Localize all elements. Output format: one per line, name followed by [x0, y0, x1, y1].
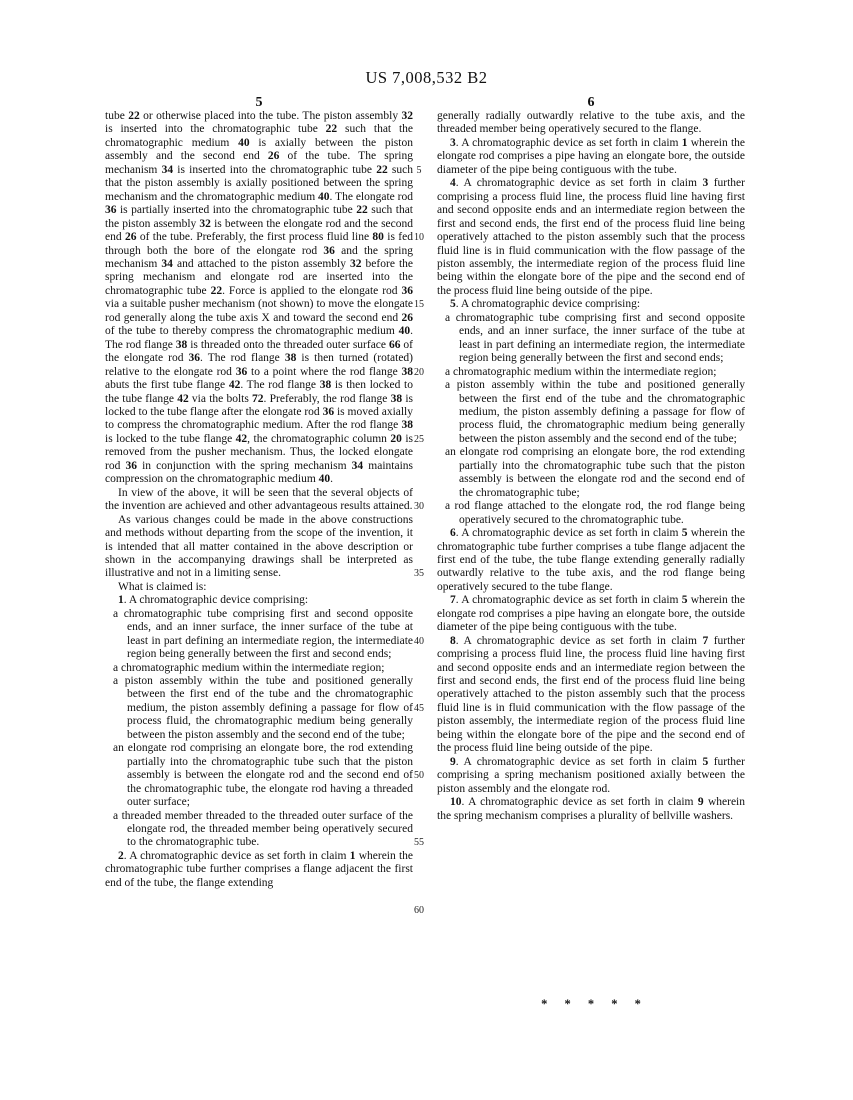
line-number: 5	[416, 164, 422, 176]
ref-numeral: 5	[681, 594, 688, 607]
ref-numeral: 7	[702, 634, 709, 647]
ref-numeral: 20	[390, 432, 402, 445]
ref-numeral: 1	[349, 849, 356, 862]
ref-numeral: 34	[161, 257, 173, 270]
ref-numeral: 36	[235, 365, 248, 378]
ref-numeral: 3	[450, 136, 456, 149]
ref-numeral: 42	[235, 432, 248, 445]
ref-numeral: 5	[681, 527, 688, 540]
paragraph: a threaded member threaded to the threaded outer surface of the elongate rod, the threaded member being operatively secured to the chromatographic tube.	[113, 809, 413, 849]
ref-numeral: 36	[125, 459, 137, 472]
ref-numeral: 22	[356, 204, 368, 217]
paragraph: 1. A chromatographic device comprising:	[118, 594, 309, 607]
ref-numeral: 40	[318, 190, 330, 203]
ref-numeral: 36	[323, 244, 335, 257]
paragraph: 10. A chromatographic device as set forth in claim 9 wherein the spring mechanism comprises a plurality of bellville washers.	[437, 796, 745, 822]
line-number: 55	[414, 837, 424, 849]
paragraph: an elongate rod comprising an elongate bore, the rod extending partially into the chromatographic tube such that the piston assembly is between the elongate rod and the second end of the chromatographic tube;	[445, 446, 745, 499]
paragraph: 7. A chromatographic device as set forth in claim 5 wherein the elongate rod comprises a pipe having an elongate bore, the outside diameter of the pipe being contiguous with the tube.	[437, 594, 746, 634]
ref-numeral: 38	[401, 419, 413, 432]
paragraph: a rod flange attached to the elongate rod, the rod flange being operatively secured to the chromatographic tube.	[445, 500, 745, 526]
ref-numeral: 36	[105, 204, 117, 217]
paragraph: a chromatographic medium within the intermediate region;	[445, 365, 717, 378]
ref-numeral: 38	[401, 365, 413, 378]
ref-numeral: 2	[118, 849, 124, 862]
ref-numeral: 9	[697, 796, 704, 809]
line-number: 15	[414, 299, 424, 311]
column-number-right: 6	[587, 95, 595, 110]
ref-numeral: 40	[318, 473, 331, 486]
paragraph: generally radially outwardly relative to the tube axis, and the threaded member being operatively secured to the flange.	[437, 110, 745, 136]
line-number: 40	[414, 635, 424, 647]
paragraph: In view of the above, it will be seen that the several objects of the invention are achieved and other advantageous results attained.	[105, 486, 413, 513]
ref-numeral: 32	[199, 217, 211, 230]
ref-numeral: 38	[390, 392, 403, 405]
ref-numeral: 32	[350, 257, 362, 270]
ref-numeral: 34	[161, 163, 174, 176]
line-number: 10	[414, 232, 424, 244]
ref-numeral: 7	[450, 594, 456, 607]
paragraph: an elongate rod comprising an elongate bore, the rod extending partially into the chromatographic tube such that the piston assembly is between the elongate rod and the second end of the chromatographic tube, the elongate rod having a threaded outer surface;	[113, 742, 413, 809]
column-body-right	[437, 110, 745, 823]
ref-numeral: 22	[376, 163, 388, 176]
line-number: 20	[414, 366, 424, 378]
ref-numeral: 26	[124, 231, 137, 244]
ref-numeral: 3	[702, 177, 709, 190]
ref-numeral: 66	[388, 338, 401, 351]
column-number-left: 5	[255, 95, 263, 110]
ref-numeral: 38	[175, 338, 188, 351]
paragraph: 4. A chromatographic device as set forth in claim 3 further comprising a process fluid line, the process fluid line having first and second opposite ends and an intermediate region between the first and second ends, the first end of the process fluid line being operatively attached to the piston assembly such that the process fluid line is in fluid communication with the flow passage of the piston assembly, the intermediate region of the process fluid line being within the elongate bore of the pipe and the second end of the process fluid line being outside of the pipe.	[437, 177, 745, 297]
ref-numeral: 5	[702, 755, 709, 768]
ref-numeral: 36	[188, 352, 200, 365]
paragraph: As various changes could be made in the above constructions and methods without departing from the scope of the invention, it is intended that all matter contained in the above description or shown in the accompanying drawings shall be interpreted as illustrative and not in a limiting sense.	[105, 513, 413, 580]
ref-numeral: 1	[681, 136, 688, 149]
ref-numeral: 9	[450, 755, 456, 768]
ref-numeral: 36	[322, 405, 335, 418]
paragraph: tube 22 or otherwise placed into the tube. The piston assembly 32 is inserted into the chromatographic tube 22 such that the chromatographic medium 40 is axially between the piston assembly and the second end 26 of the tube. The spring mechanism 34 is inserted into the chromatographic tube 22 such that the piston assembly is axially positioned between the spring mechanism and the chromatographic medium 40. The elongate rod 36 is partially inserted into the chromatographic tube 22 such that the piston assembly 32 is between the elongate rod and the second end 26 of the tube. Preferably, the first process fluid line 80 is fed through both the bore of the elongate rod 36 and the spring mechanism 34 and attached to the piston assembly 32 before the spring mechanism and elongate rod are inserted into the chromatographic tube 22. Force is applied to the elongate rod 36 via a suitable pusher mechanism (not shown) to move the elongate rod generally along the tube axis X and toward the second end 26 of the tube to thereby compress the chromatographic medium 40. The rod flange 38 is threaded onto the threaded outer surface 66 of the elongate rod 36. The rod flange 38 is then turned (rotated) relative to the elongate rod 36 to a point where the rod flange 38 abuts the first tube flange 42. The rod flange 38 is then locked to the tube flange 42 via the bolts 72. Preferably, the rod flange 38 is locked to the tube flange after the elongate rod 36 is moved axially to compress the chromatographic medium. After the rod flange 38 is locked to the tube flange 42, the chromatographic column 20 is removed from the pusher mechanism. Thus, the locked elongate rod 36 in conjunction with the spring mechanism 34 maintains compression on the chromatographic medium 40.	[105, 110, 414, 486]
ref-numeral: 4	[450, 177, 456, 190]
paragraph: 2. A chromatographic device as set forth in claim 1 wherein the chromatographic tube further comprises a flange adjacent the first end of the tube, the flange extending	[105, 849, 414, 889]
ref-numeral: 72	[252, 392, 264, 405]
line-number-gutter	[406, 0, 432, 1100]
ref-numeral: 38	[319, 379, 332, 392]
paragraph: 6. A chromatographic device as set forth in claim 5 wherein the chromatographic tube further comprises a tube flange adjacent the first end of the tube, the tube flange extending generally radially outwardly relative to the tube axis, and the rod flange being operatively secured to the tube flange.	[437, 527, 746, 593]
ref-numeral: 80	[372, 231, 384, 244]
line-number: 35	[414, 568, 424, 580]
ref-numeral: 26	[267, 150, 280, 163]
ref-numeral: 34	[351, 459, 364, 472]
ref-numeral: 8	[450, 634, 456, 647]
ref-numeral: 40	[238, 136, 250, 149]
paragraph: 3. A chromatographic device as set forth in claim 1 wherein the elongate rod comprises a pipe having an elongate bore, the outside diameter of the pipe being contiguous with the tube.	[437, 136, 746, 176]
ref-numeral: 42	[177, 392, 189, 405]
line-number: 25	[414, 433, 424, 445]
ref-numeral: 22	[210, 284, 223, 297]
paragraph: a chromatographic tube comprising first and second opposite ends, and an inner surface, the inner surface of the tube at least in part defining an intermediate region, the intermediate region being generally between the first and second ends;	[445, 311, 745, 365]
column-body-left	[105, 110, 413, 890]
ref-numeral: 40	[398, 325, 411, 338]
ref-numeral: 5	[450, 298, 456, 311]
end-of-claims-marker: * * * * *	[541, 997, 641, 1011]
line-number: 60	[414, 904, 424, 916]
line-number: 50	[414, 770, 424, 782]
ref-numeral: 6	[450, 527, 456, 540]
paragraph: a piston assembly within the tube and positioned generally between the first end of the tube and the chromatographic medium, the piston assembly defining a passage for flow of process fluid, the chromatographic medium being generally between the piston assembly and the second end of the tube;	[113, 675, 413, 741]
ref-numeral: 22	[325, 123, 338, 136]
ref-numeral: 38	[284, 352, 297, 365]
column-6	[437, 95, 745, 823]
paragraph: 5. A chromatographic device comprising:	[450, 298, 641, 311]
paragraph: a piston assembly within the tube and positioned generally between the first end of the tube and the chromatographic medium, the piston assembly defining a passage for flow of process fluid, the chromatographic medium being generally between the piston assembly and the second end of the tube;	[445, 379, 745, 445]
ref-numeral: 36	[401, 284, 414, 297]
ref-numeral: 26	[401, 311, 413, 324]
patent-number-header: US 7,008,532 B2	[365, 68, 488, 87]
column-5	[105, 95, 413, 890]
paragraph: 8. A chromatographic device as set forth in claim 7 further comprising a process fluid line, the process fluid line having first and second opposite ends and an intermediate region between the first and second ends, the first end of the process fluid line being operatively attached to the piston assembly such that the process fluid line is in fluid communication with the flow passage of the piston assembly, the intermediate region of the process fluid line being within the elongate bore of the pipe and the second end of the process fluid line being outside of the pipe.	[437, 634, 745, 755]
line-number: 45	[414, 702, 424, 714]
ref-numeral: 22	[128, 110, 140, 122]
ref-numeral: 32	[401, 110, 413, 122]
line-number: 30	[414, 501, 424, 513]
ref-numeral: 42	[228, 379, 241, 392]
paragraph: 9. A chromatographic device as set forth in claim 5 further comprising a spring mechanism positioned axially between the piston assembly and the elongate rod.	[437, 755, 745, 795]
ref-numeral: 10	[450, 796, 462, 809]
paragraph: a chromatographic tube comprising first and second opposite ends, and an inner surface, the inner surface of the tube at least in part defining an intermediate region, the intermediate region being generally between the first and second ends;	[113, 607, 413, 661]
ref-numeral: 1	[118, 594, 124, 607]
paragraph: a chromatographic medium within the intermediate region;	[113, 661, 385, 674]
paragraph: What is claimed is:	[118, 580, 207, 593]
